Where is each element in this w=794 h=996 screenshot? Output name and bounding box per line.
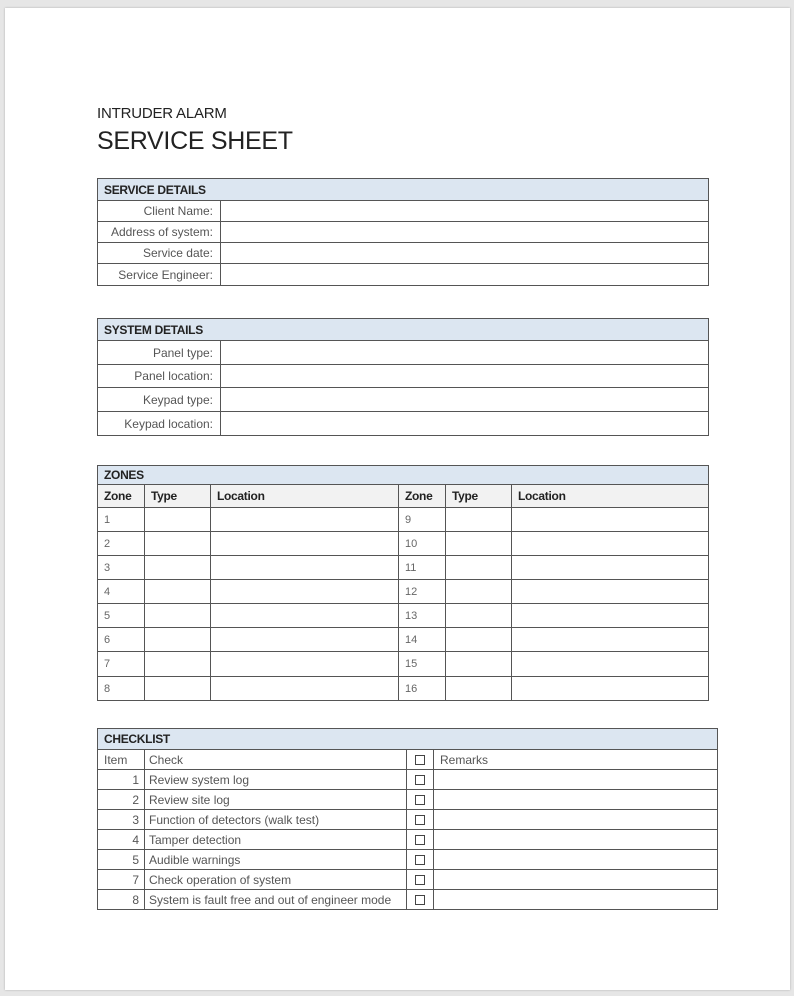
zone-type-cell[interactable] <box>446 532 512 556</box>
system-details-table <box>97 318 709 436</box>
checklist-checkbox[interactable] <box>407 810 434 830</box>
zone-type-cell[interactable] <box>446 580 512 604</box>
checklist-item-number: 4 <box>98 830 145 850</box>
zone-number: 14 <box>399 628 446 652</box>
checkbox-icon <box>415 775 425 785</box>
checklist-check-text: Check operation of system <box>145 870 407 890</box>
zone-type-cell[interactable] <box>145 677 211 701</box>
form-title: SERVICE SHEET <box>97 127 293 155</box>
zone-location-cell[interactable] <box>211 508 399 532</box>
field-label: Service date: <box>98 243 221 264</box>
client-name-field[interactable] <box>221 201 709 222</box>
zone-number: 8 <box>98 677 145 701</box>
zone-number: 10 <box>399 532 446 556</box>
remarks-cell[interactable] <box>434 830 718 850</box>
zone-col-header: Zone <box>399 485 446 508</box>
checklist-table <box>97 728 718 910</box>
checklist-item-number: 7 <box>98 870 145 890</box>
zone-location-cell[interactable] <box>211 677 399 701</box>
checklist-row <box>98 890 718 910</box>
check-col-header: Check <box>145 750 407 770</box>
zone-location-cell[interactable] <box>211 628 399 652</box>
location-col-header: Location <box>211 485 399 508</box>
checklist-item-number: 1 <box>98 770 145 790</box>
remarks-cell[interactable] <box>434 850 718 870</box>
checklist-checkbox[interactable] <box>407 890 434 910</box>
checklist-check-text: Audible warnings <box>145 850 407 870</box>
zone-location-cell[interactable] <box>512 628 709 652</box>
zone-number: 1 <box>98 508 145 532</box>
zone-location-cell[interactable] <box>211 652 399 677</box>
zone-number: 7 <box>98 652 145 677</box>
checkbox-icon <box>415 835 425 845</box>
zone-location-cell[interactable] <box>211 532 399 556</box>
zone-location-cell[interactable] <box>512 532 709 556</box>
checkbox-icon <box>415 755 425 765</box>
zone-number: 5 <box>98 604 145 628</box>
remarks-cell[interactable] <box>434 810 718 830</box>
zone-number: 16 <box>399 677 446 701</box>
zones-table <box>97 465 709 701</box>
location-col-header: Location <box>512 485 709 508</box>
zone-type-cell[interactable] <box>145 508 211 532</box>
zone-type-cell[interactable] <box>145 628 211 652</box>
checklist-check-text: Review system log <box>145 770 407 790</box>
checklist-row <box>98 810 718 830</box>
remarks-col-header: Remarks <box>434 750 718 770</box>
checklist-row <box>98 850 718 870</box>
field-label: Keypad type: <box>98 388 221 412</box>
form-pretitle: INTRUDER ALARM <box>97 105 227 122</box>
checklist-checkbox[interactable] <box>407 790 434 810</box>
checkbox-icon <box>415 895 425 905</box>
address-field[interactable] <box>221 222 709 243</box>
field-label: Panel type: <box>98 341 221 365</box>
keypad-location-field[interactable] <box>221 412 709 436</box>
zone-row <box>98 677 709 701</box>
checklist-check-text: Function of detectors (walk test) <box>145 810 407 830</box>
zones-heading: ZONES <box>98 466 709 485</box>
checklist-checkbox[interactable] <box>407 850 434 870</box>
zone-location-cell[interactable] <box>211 556 399 580</box>
zone-row <box>98 532 709 556</box>
checklist-check-text: Tamper detection <box>145 830 407 850</box>
checklist-item-number: 5 <box>98 850 145 870</box>
checklist-checkbox[interactable] <box>407 870 434 890</box>
type-col-header: Type <box>446 485 512 508</box>
zone-number: 15 <box>399 652 446 677</box>
zone-location-cell[interactable] <box>512 508 709 532</box>
remarks-cell[interactable] <box>434 770 718 790</box>
service-engineer-field[interactable] <box>221 264 709 286</box>
zone-row <box>98 628 709 652</box>
field-label: Keypad location: <box>98 412 221 436</box>
type-col-header: Type <box>145 485 211 508</box>
zone-row <box>98 508 709 532</box>
zone-location-cell[interactable] <box>211 604 399 628</box>
zone-type-cell[interactable] <box>446 677 512 701</box>
checklist-row <box>98 770 718 790</box>
service-details-heading: SERVICE DETAILS <box>98 179 709 201</box>
checklist-row <box>98 790 718 810</box>
zone-row <box>98 652 709 677</box>
zone-number: 12 <box>399 580 446 604</box>
panel-location-field[interactable] <box>221 365 709 388</box>
zone-number: 11 <box>399 556 446 580</box>
zone-location-cell[interactable] <box>512 604 709 628</box>
checkbox-icon <box>415 795 425 805</box>
system-details-heading: SYSTEM DETAILS <box>98 319 709 341</box>
zone-col-header: Zone <box>98 485 145 508</box>
field-label: Panel location: <box>98 365 221 388</box>
checklist-item-number: 3 <box>98 810 145 830</box>
service-details-table <box>97 178 709 286</box>
zone-location-cell[interactable] <box>512 652 709 677</box>
zone-number: 13 <box>399 604 446 628</box>
service-date-field[interactable] <box>221 243 709 264</box>
checklist-item-number: 8 <box>98 890 145 910</box>
zone-type-cell[interactable] <box>446 652 512 677</box>
item-col-header: Item <box>98 750 145 770</box>
remarks-cell[interactable] <box>434 870 718 890</box>
field-label: Address of system: <box>98 222 221 243</box>
zone-row <box>98 604 709 628</box>
zone-number: 3 <box>98 556 145 580</box>
zone-row <box>98 556 709 580</box>
panel-type-field[interactable] <box>221 341 709 365</box>
zone-location-cell[interactable] <box>512 556 709 580</box>
checkbox-col-header <box>407 750 434 770</box>
zone-number: 9 <box>399 508 446 532</box>
checklist-check-text: System is fault free and out of engineer mode <box>145 890 407 910</box>
checkbox-icon <box>415 815 425 825</box>
zone-location-cell[interactable] <box>211 580 399 604</box>
zone-type-cell[interactable] <box>446 556 512 580</box>
checkbox-icon <box>415 875 425 885</box>
zone-type-cell[interactable] <box>145 556 211 580</box>
remarks-cell[interactable] <box>434 890 718 910</box>
zone-type-cell[interactable] <box>145 604 211 628</box>
zone-type-cell[interactable] <box>446 508 512 532</box>
zone-number: 6 <box>98 628 145 652</box>
zone-location-cell[interactable] <box>512 677 709 701</box>
zone-row <box>98 580 709 604</box>
checklist-row <box>98 870 718 890</box>
keypad-type-field[interactable] <box>221 388 709 412</box>
checklist-checkbox[interactable] <box>407 830 434 850</box>
zone-number: 4 <box>98 580 145 604</box>
checklist-item-number: 2 <box>98 790 145 810</box>
zone-location-cell[interactable] <box>512 580 709 604</box>
zone-type-cell[interactable] <box>145 652 211 677</box>
zone-type-cell[interactable] <box>145 532 211 556</box>
checklist-checkbox[interactable] <box>407 770 434 790</box>
zone-number: 2 <box>98 532 145 556</box>
zone-type-cell[interactable] <box>446 604 512 628</box>
remarks-cell[interactable] <box>434 790 718 810</box>
checkbox-icon <box>415 855 425 865</box>
zone-type-cell[interactable] <box>145 580 211 604</box>
field-label: Service Engineer: <box>98 264 221 286</box>
zone-type-cell[interactable] <box>446 628 512 652</box>
checklist-heading: CHECKLIST <box>98 729 718 750</box>
checklist-row <box>98 830 718 850</box>
field-label: Client Name: <box>98 201 221 222</box>
checklist-check-text: Review site log <box>145 790 407 810</box>
